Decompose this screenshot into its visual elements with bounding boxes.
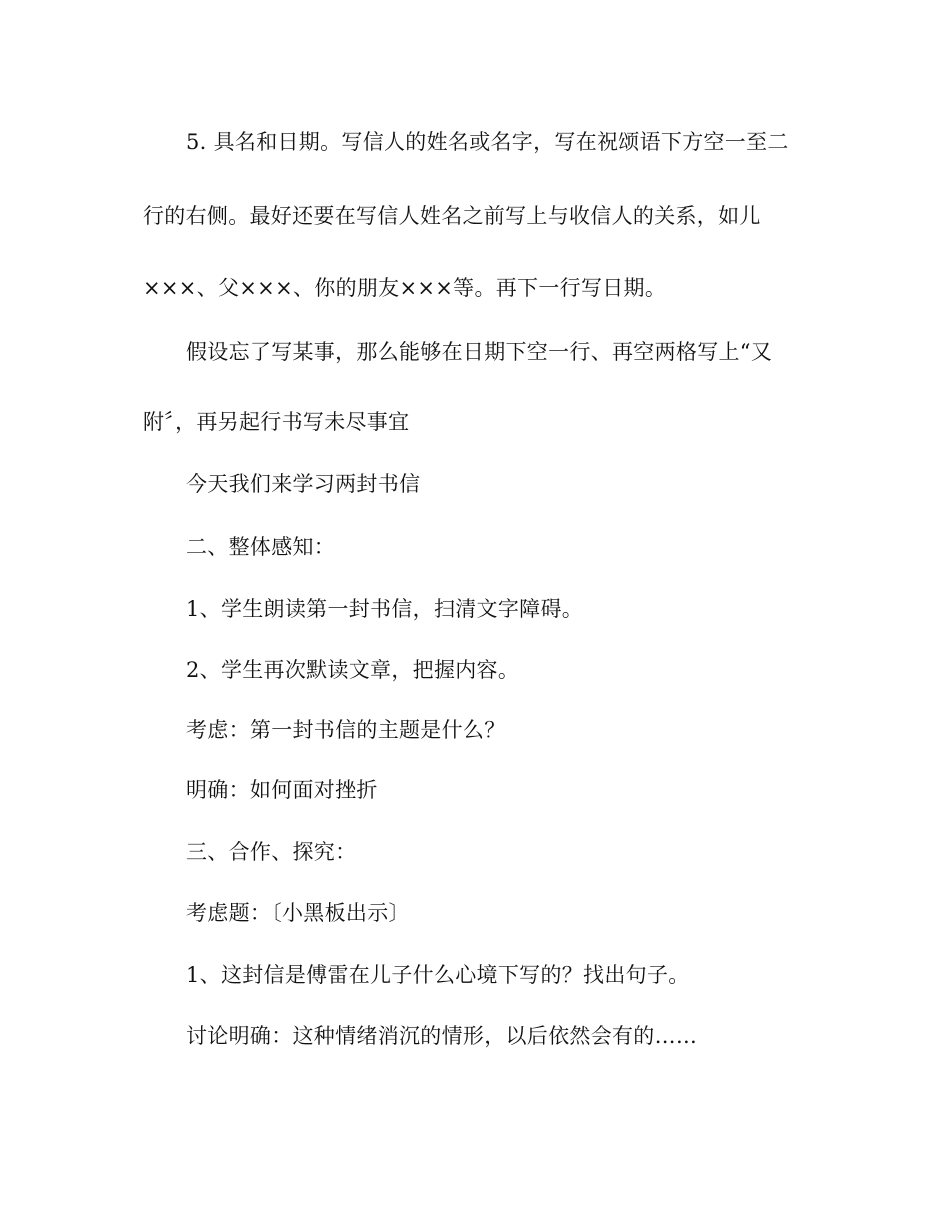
- question-first-letter-theme: 考虑：第一封书信的主题是什么？: [186, 718, 506, 742]
- section-heading-cooperation: 三、合作、探究：: [186, 840, 357, 864]
- list-item-silent-read: 2、学生再次默读文章，把握内容。: [186, 658, 520, 682]
- paragraph-line-postscript-1: 假设忘了写某事，那么能够在日期下空一行、再空两格写上“又: [186, 340, 773, 364]
- paragraph-line-signature-1: 5. 具名和日期。写信人的姓名或名字，写在祝颂语下方空一至二: [186, 130, 789, 154]
- discussion-conclusion: 讨论明确：这种情绪消沉的情形，以后依然会有的……: [186, 1024, 698, 1048]
- paragraph-line-intro: 今天我们来学习两封书信: [186, 472, 421, 496]
- question-heading-blackboard: 考虑题：〔小黑板出示〕: [186, 901, 410, 925]
- section-heading-overall-perception: 二、整体感知：: [186, 535, 336, 559]
- answer-face-setbacks: 明确：如何面对挫折: [186, 778, 378, 802]
- paragraph-line-signature-2: 行的右侧。最好还要在写信人姓名之前写上与收信人的关系，如儿: [143, 204, 761, 228]
- list-item-read-aloud: 1、学生朗读第一封书信，扫清文字障碍。: [186, 597, 584, 621]
- question-item-mood: 1、这封信是傅雷在儿子什么心境下写的？找出句子。: [186, 963, 690, 987]
- paragraph-line-postscript-2: 附〞，再另起行书写未尽事宜: [143, 410, 410, 434]
- paragraph-line-signature-3: ×××、父×××、你的朋友×××等。再下一行写日期。: [143, 276, 667, 300]
